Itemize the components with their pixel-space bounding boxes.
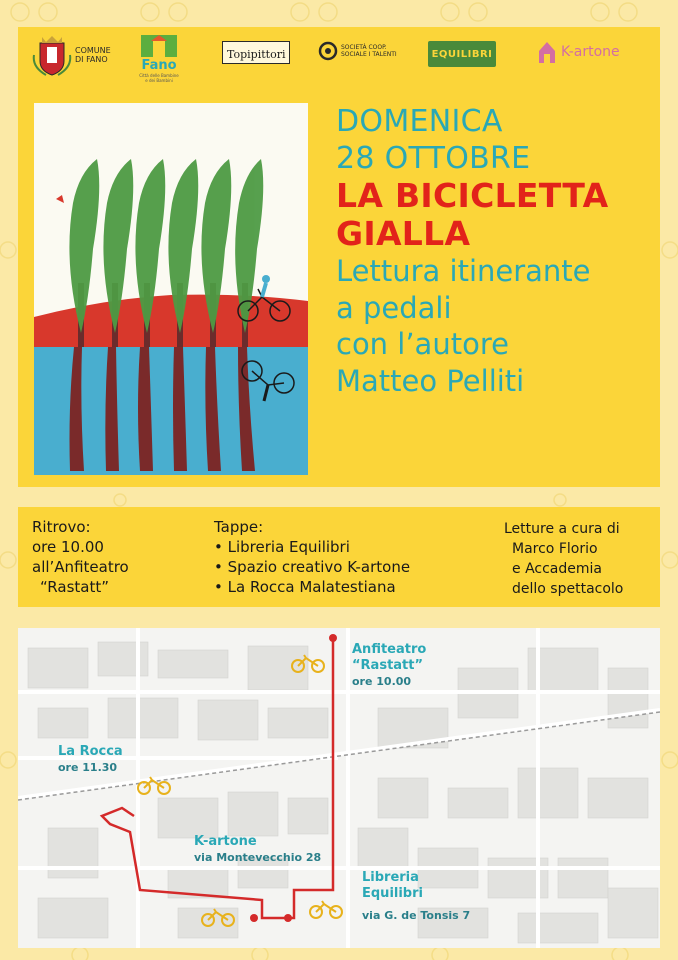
libreria-address: via G. de Tonsis 7 [362, 909, 471, 922]
logo-fano-subtext: Città delle Bambine e dei Bambini [139, 73, 179, 83]
letture-org: dello spettacolo [512, 581, 624, 597]
logo-comune-di-fano [32, 33, 115, 77]
fano-house-icon [139, 33, 179, 59]
tappe-item-text: Libreria Equilibri [227, 538, 350, 556]
ritrovo-place: all’Anfiteatro [32, 558, 129, 576]
logo-comune-text: COMUNE DI FANO [75, 46, 111, 64]
logo-equilibri-text: EQUILIBRI [431, 48, 493, 60]
event-subtitle-line1: Lettura itinerante [336, 254, 591, 288]
poster-top-panel [18, 27, 660, 487]
logo-fano-text: Fano [141, 58, 177, 73]
ritrovo-time: ore 10.00 [32, 538, 104, 556]
logo-coop-i-talenti [318, 41, 401, 61]
tappe-item-text: La Rocca Malatestiana [227, 578, 396, 596]
cypress-trees-bicycle-illustration [34, 103, 308, 475]
tappe-item: • Libreria Equilibri [214, 538, 350, 556]
libreria-label: Libreria [362, 870, 419, 885]
event-subtitle-line2: a pedali [336, 290, 452, 325]
street-map [18, 628, 660, 948]
event-title-block [336, 103, 656, 399]
event-title-line2: GIALLA [336, 214, 471, 253]
start-marker-icon [329, 634, 337, 642]
route-map [18, 628, 660, 948]
event-subtitle-line3: con l’autore [336, 327, 509, 361]
rocca-label: La Rocca [58, 744, 123, 759]
stop-marker-icon [284, 914, 292, 922]
anfiteatro-name: “Rastatt” [352, 658, 424, 673]
tappe-item: • La Rocca Malatestiana [214, 578, 396, 596]
stop-marker-icon [250, 914, 258, 922]
logo-libreria-equilibri [428, 41, 496, 67]
logo-topipittori-text: Topipittori [227, 48, 286, 61]
logo-k-artone-text: K-artone [561, 44, 620, 60]
sponsor-logos [18, 27, 660, 87]
tappe-item: • Spazio creativo K-artone [214, 558, 411, 576]
event-day: DOMENICA [336, 104, 503, 139]
map-label-anfiteatro [352, 642, 426, 690]
kartone-address: via Montevecchio 28 [194, 851, 322, 864]
logo-k-artone [536, 39, 620, 65]
stops-info [214, 517, 410, 597]
event-info-band [18, 507, 660, 607]
kartone-label: K-artone [194, 834, 257, 849]
map-label-rocca [58, 744, 123, 776]
anfiteatro-time: ore 10.00 [352, 675, 412, 688]
meeting-point-info [32, 517, 129, 597]
libreria-name: Equilibri [362, 886, 423, 901]
bird-icon [56, 195, 64, 203]
logo-topipittori [222, 41, 290, 64]
coat-of-arms-icon [32, 33, 72, 77]
letture-label: Letture a cura di [504, 521, 620, 537]
map-label-libreria [362, 870, 470, 924]
letture-and: e Accademia [512, 561, 602, 577]
rocca-time: ore 11.30 [58, 761, 118, 774]
bicycle-icon [310, 901, 342, 918]
event-subtitle-line4: Matteo Pelliti [336, 363, 525, 398]
map-label-kartone [194, 834, 321, 866]
ritrovo-name: “Rastatt” [40, 578, 110, 596]
anfiteatro-label: Anfiteatro [352, 642, 427, 657]
letture-name: Marco Florio [512, 541, 598, 557]
readings-credits [504, 519, 623, 599]
tappe-item-text: Spazio creativo K-artone [227, 558, 411, 576]
event-date: 28 OTTOBRE [336, 141, 531, 176]
tappe-label: Tappe: [214, 518, 264, 536]
logo-coop-text: SOCIETÀ COOP. SOCIALE I TALENTI [341, 44, 397, 58]
logo-fano-citta-bambini [138, 33, 180, 83]
event-title-line1: LA BICICLETTA [336, 176, 609, 215]
book-cover-illustration [34, 103, 308, 475]
coop-circle-icon [318, 41, 338, 61]
k-artone-house-icon [536, 39, 558, 65]
ritrovo-label: Ritrovo: [32, 518, 91, 536]
